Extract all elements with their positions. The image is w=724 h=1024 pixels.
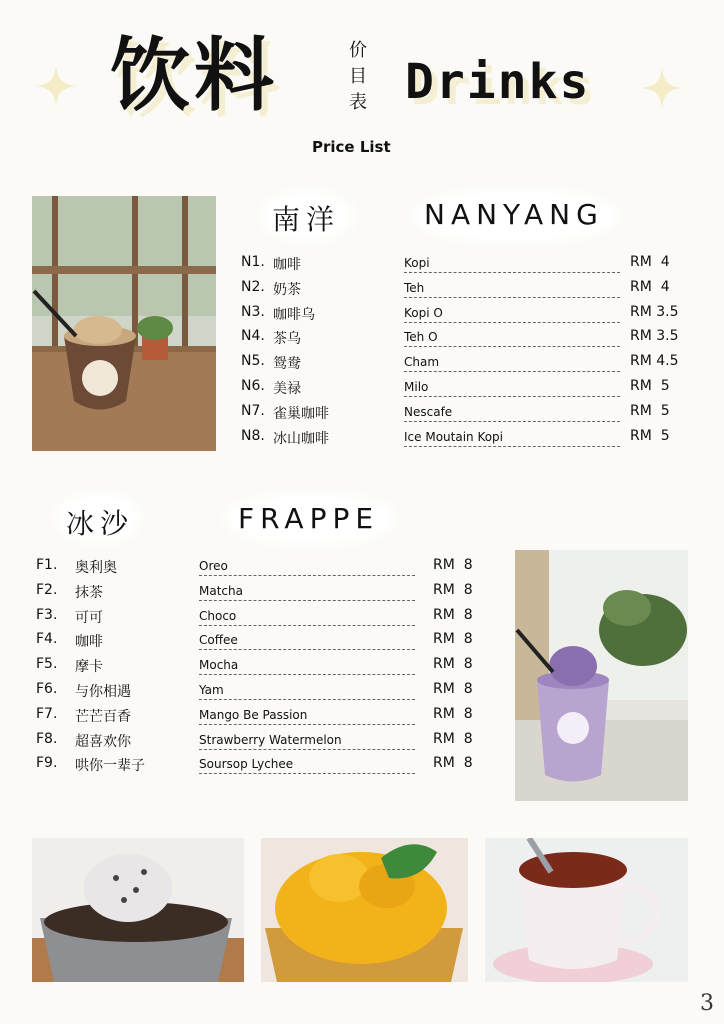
menu-item-code: F4. [36, 631, 58, 648]
menu-item-code: F9. [36, 755, 58, 772]
menu-item-price: RM 8 [433, 557, 473, 573]
menu-item-english-name: Choco [199, 609, 415, 626]
menu-item [0, 353, 724, 377]
menu-item-english-name: Yam [199, 683, 415, 700]
menu-item-chinese-name: 咖啡乌 [273, 306, 315, 323]
menu-item-english-name: Kopi [404, 256, 620, 273]
sparkle-right-icon [642, 68, 682, 108]
menu-item-english-name: Teh O [404, 330, 620, 347]
menu-item-english-name: Ice Moutain Kopi [404, 430, 620, 447]
menu-item-chinese-name: 哄你一辈子 [75, 758, 145, 775]
title-english: Drinks [405, 54, 591, 110]
menu-item-price: RM 5 [630, 378, 670, 394]
page-number: 3 [700, 991, 714, 1016]
menu-item-code: F2. [36, 581, 58, 598]
menu-item-english-name: Teh [404, 281, 620, 298]
menu-item-price: RM 4 [630, 254, 670, 270]
menu-item-chinese-name: 与你相遇 [75, 684, 131, 700]
menu-item-price: RM 3.5 [630, 328, 679, 345]
menu-item-chinese-name: 鸳鸯 [273, 356, 301, 373]
menu-item-chinese-name: 超喜欢你 [75, 733, 131, 750]
menu-item [0, 428, 724, 452]
menu-item-price: RM 8 [433, 581, 473, 598]
menu-item-english-name: Matcha [199, 584, 415, 601]
menu-item-english-name: Nescafe [404, 405, 620, 422]
menu-item-code: N7. [241, 402, 265, 419]
menu-item-price: RM 3.5 [630, 303, 679, 320]
menu-item-price: RM 8 [433, 730, 473, 747]
menu-item-price: RM 4.5 [630, 353, 679, 370]
menu-item-chinese-name: 奶茶 [273, 281, 301, 298]
menu-item-code: F5. [36, 656, 58, 673]
menu-item-chinese-name: 可可 [75, 609, 103, 626]
menu-item-code: N8. [241, 427, 265, 444]
menu-item-price: RM 5 [630, 427, 670, 444]
menu-item [0, 403, 724, 427]
menu-item-price: RM 8 [433, 681, 473, 697]
menu-item-code: N3. [241, 303, 265, 320]
title-mid-char: 目 [349, 66, 367, 87]
menu-item-code: F3. [36, 606, 58, 623]
menu-item-price: RM 8 [433, 631, 473, 648]
menu-item-english-name: Mango Be Passion [199, 708, 415, 725]
menu-item-english-name: Cham [404, 355, 620, 372]
menu-item-chinese-name: 芒芒百香 [75, 708, 131, 725]
menu-item-chinese-name: 美禄 [273, 381, 301, 397]
menu-item-code: N1. [241, 254, 265, 270]
menu-item-chinese-name: 摩卡 [75, 659, 103, 676]
menu-item-chinese-name: 雀巢咖啡 [273, 405, 329, 422]
menu-item-english-name: Coffee [199, 633, 415, 650]
section-title-nanyang-cn: 南洋 [272, 203, 341, 236]
menu-item-chinese-name: 咖啡 [75, 634, 103, 651]
menu-item-code: F6. [36, 681, 58, 697]
menu-item-price: RM 8 [433, 755, 473, 772]
menu-item-price: RM 8 [433, 705, 473, 722]
menu-item-code: N2. [241, 278, 265, 295]
title-mid-char: 价 [349, 40, 367, 61]
yam-frappe-photo [515, 550, 688, 801]
menu-item-chinese-name: 冰山咖啡 [273, 430, 329, 447]
menu-item-english-name: Oreo [199, 559, 415, 576]
title-price-list-vertical [345, 38, 371, 116]
menu-item-chinese-name: 茶乌 [273, 331, 301, 348]
menu-item-code: F1. [36, 557, 58, 573]
menu-item-price: RM 8 [433, 606, 473, 623]
menu-item [0, 279, 724, 303]
menu-item-english-name: Milo [404, 380, 620, 397]
menu-item-english-name: Mocha [199, 658, 415, 675]
menu-item-code: N5. [241, 353, 265, 370]
menu-item-english-name: Soursop Lychee [199, 757, 415, 774]
menu-item-price: RM 5 [630, 402, 670, 419]
menu-item-code: N4. [241, 328, 265, 345]
menu-item [0, 328, 724, 352]
menu-item [0, 254, 724, 278]
menu-item-chinese-name: 奥利奥 [75, 560, 117, 576]
oreo-frappe-photo [32, 838, 244, 982]
menu-item [0, 304, 724, 328]
menu-item [0, 378, 724, 402]
mango-frappe-photo [261, 838, 468, 982]
menu-item-english-name: Kopi O [404, 306, 620, 323]
menu-item-english-name: Strawberry Watermelon [199, 733, 415, 750]
menu-item-code: N6. [241, 378, 265, 394]
menu-item-code: F7. [36, 705, 58, 722]
section-title-frappe-cn: 冰沙 [66, 507, 135, 540]
section-title-nanyang-en: NANYANG [424, 198, 604, 231]
menu-item-price: RM 8 [433, 656, 473, 673]
sparkle-left-icon [36, 66, 76, 106]
menu-item-price: RM 4 [630, 278, 670, 295]
menu-item-chinese-name: 抹茶 [75, 584, 103, 601]
title-mid-char: 表 [349, 92, 367, 113]
hot-drink-photo [485, 838, 688, 982]
menu-item-code: F8. [36, 730, 58, 747]
subtitle: Price List [312, 138, 391, 156]
menu-item-chinese-name: 咖啡 [273, 257, 301, 273]
title-chinese: 饮料 [110, 29, 278, 122]
section-title-frappe-en: FRAPPE [238, 502, 380, 535]
